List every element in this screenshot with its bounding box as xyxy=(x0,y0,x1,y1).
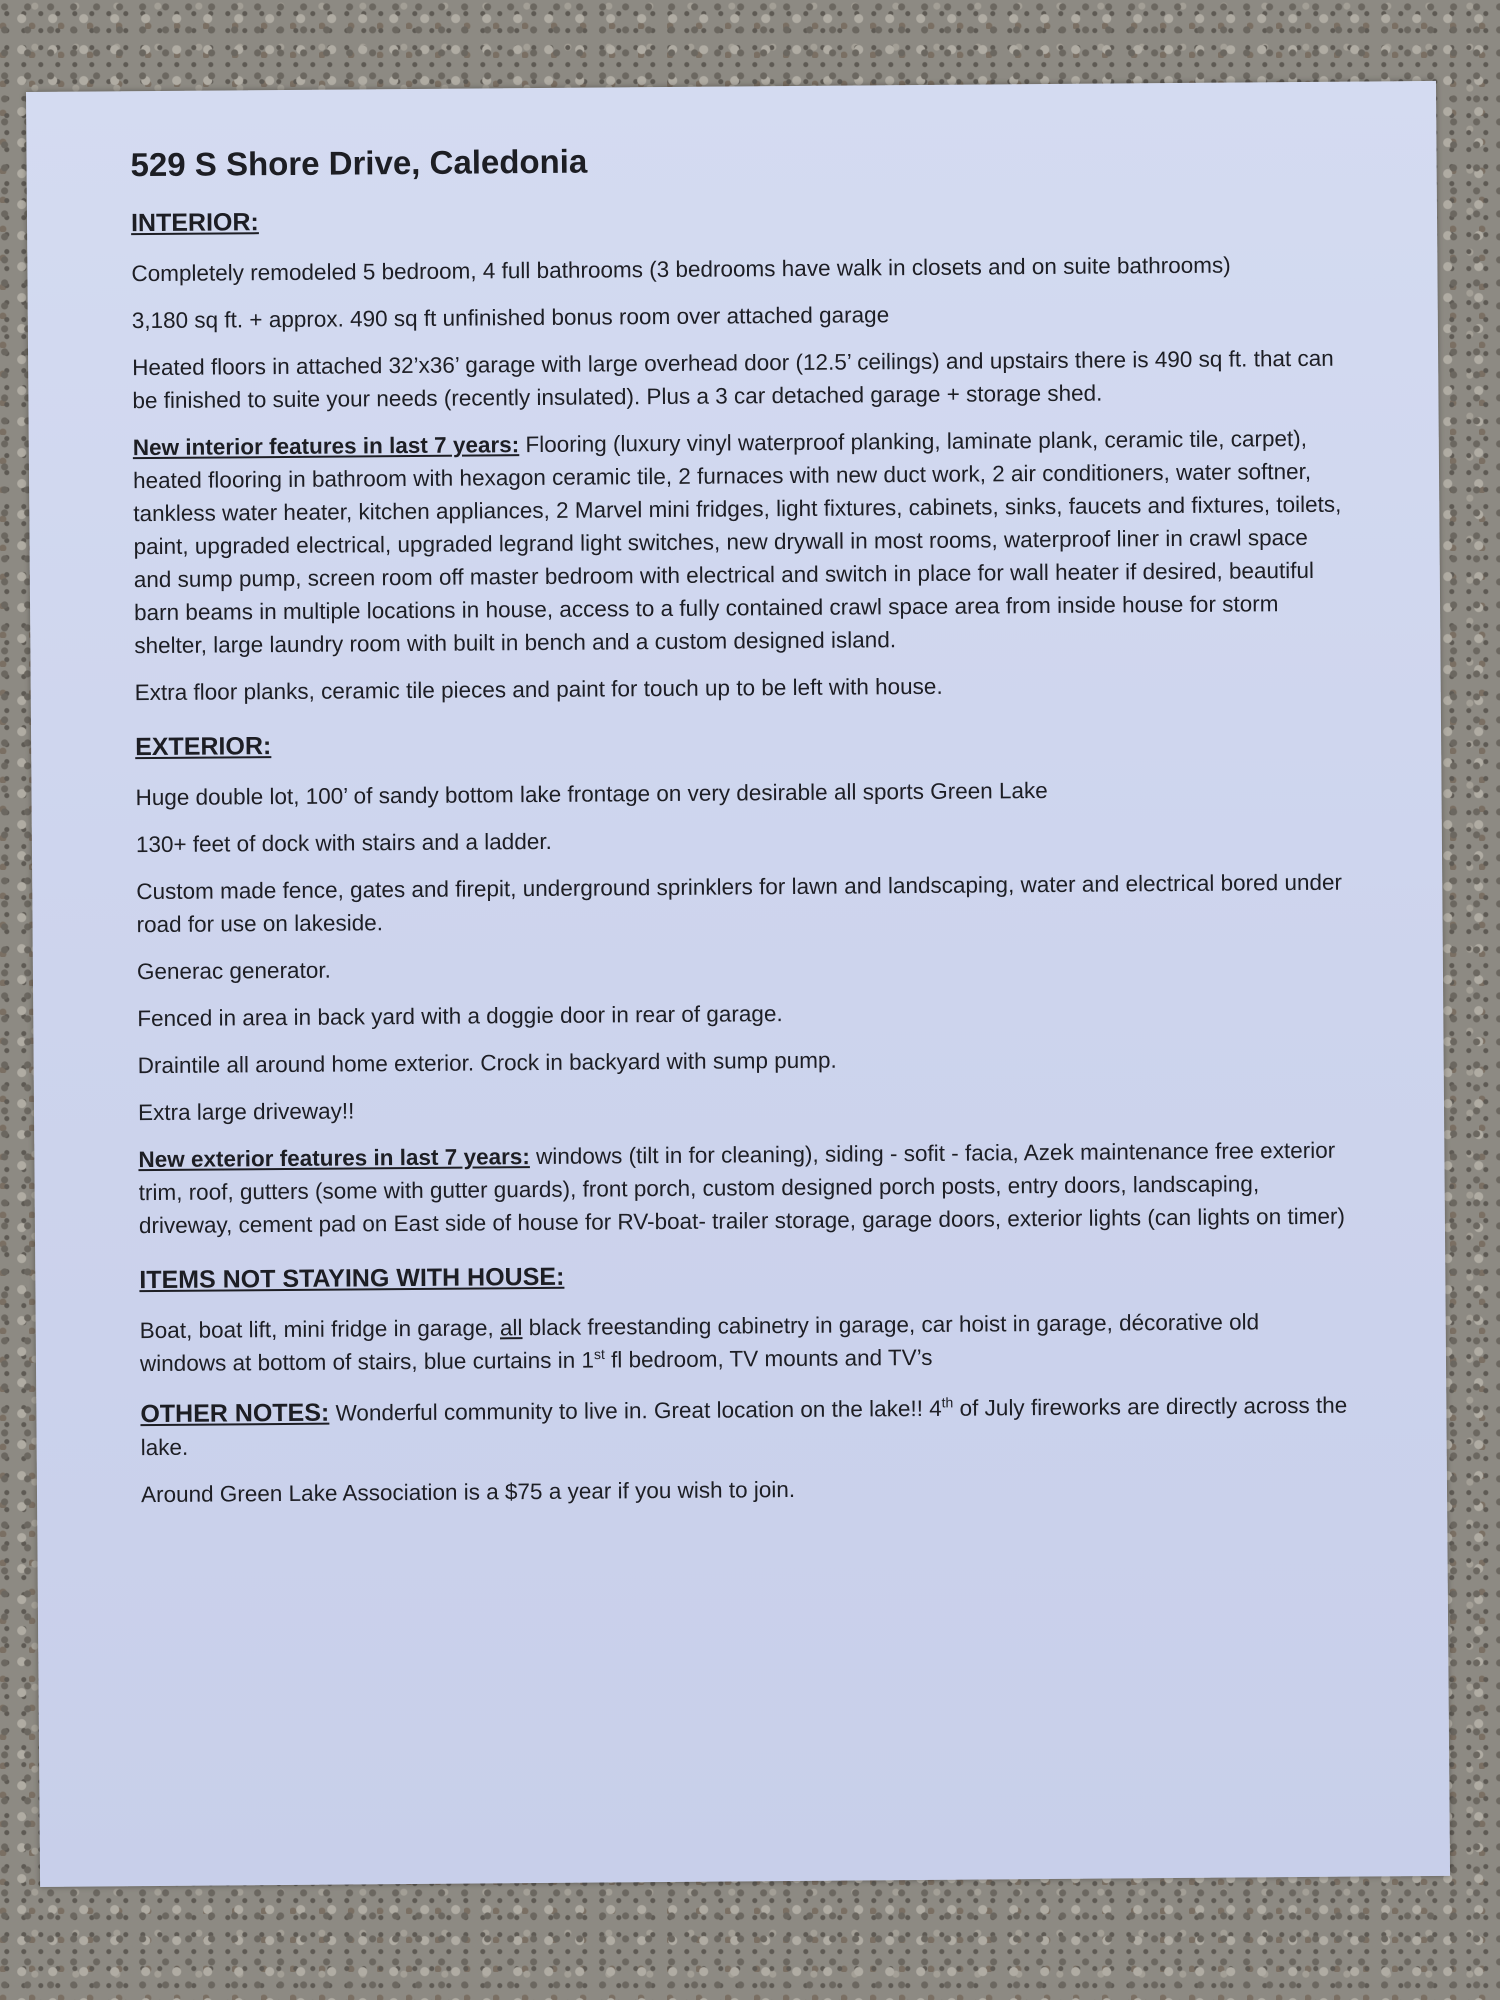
exterior-features-paragraph xyxy=(138,1134,1349,1243)
exterior-heading: EXTERIOR: xyxy=(135,732,272,762)
interior-paragraph-sqft: 3,180 sq ft. + approx. 490 sq ft unfinished bonus room over attached garage xyxy=(131,302,890,334)
page-title: 529 S Shore Drive, Caledonia xyxy=(130,142,588,184)
interior-paragraph-extras: Extra floor planks, ceramic tile pieces and paint for touch up to be left with house. xyxy=(134,673,943,706)
interior-features-text: Flooring (luxury vinyl waterproof planking, laminate plank, ceramic tile, carpet), heated flooring in bathroom with hexagon ceramic tile, 2 furnaces with new duct work, 2 air conditioners, water softner, tankless water heater, kitchen appliances, 2 Marvel mini fridges, light fixtures, cabinets, sinks, faucets and fixtures, toilets, paint, upgraded electrical, upgraded legrand light switches, new drywall in most rooms, waterproof liner in crawl space and sump pump, screen room off master bedroom with electrical and switch in place for wall heater if desired, beautiful barn beams in multiple locations in house, access to a fully contained crawl space area from inside house for storm shelter, large laundry room with built in bench and a custom designed island. xyxy=(132,425,1342,659)
items-not-staying-heading: ITEMS NOT STAYING WITH HOUSE: xyxy=(139,1262,565,1295)
exterior-paragraph-fence: Custom made fence, gates and firepit, underground sprinklers for lawn and landscaping, water and electrical bored under road for use on lakeside. xyxy=(136,869,1343,938)
items-text-c: fl bedroom, TV mounts and TV’s xyxy=(604,1344,933,1373)
exterior-paragraph-generator: Generac generator. xyxy=(136,957,331,985)
items-text-a: Boat, boat lift, mini fridge in garage, xyxy=(139,1315,501,1344)
exterior-paragraph-lot: Huge double lot, 100’ of sandy bottom lake frontage on very desirable all sports Green Lake xyxy=(135,777,1048,811)
exterior-features-text: windows (tilt in for cleaning), siding - sofit - facia, Azek maintenance free exterior trim, roof, gutters (some with gutter guards), front porch, custom designed porch posts, entry doors, landscaping, driveway, cement pad on East side of house for RV-boat- trailer storage, garage doors, exterior lights (can lights on timer) xyxy=(138,1137,1345,1239)
items-sup-st: st xyxy=(593,1345,605,1363)
other-notes-paragraph xyxy=(140,1389,1350,1465)
exterior-paragraph-yard: Fenced in area in back yard with a doggie door in rear of garage. xyxy=(137,1001,783,1032)
exterior-paragraph-dock: 130+ feet of dock with stairs and a ladder. xyxy=(135,828,552,858)
other-notes-association: Around Green Lake Association is a $75 a year if you wish to join. xyxy=(140,1477,796,1508)
interior-features-paragraph xyxy=(133,422,1345,662)
flyer-content xyxy=(130,136,1351,1525)
other-notes-text-b: of July fireworks are directly across the lake. xyxy=(140,1392,1348,1461)
exterior-features-label: New exterior features in last 7 years: xyxy=(138,1144,530,1173)
exterior-paragraph-draintile: Draintile all around home exterior. Crock in backyard with sump pump. xyxy=(137,1047,837,1079)
items-text-all: all xyxy=(499,1315,523,1341)
items-text-b: black freestanding cabinetry in garage, car hoist in garage, décorative old windows at bottom of stairs, blue curtains in 1 xyxy=(139,1309,1260,1377)
flyer-paper xyxy=(26,81,1450,1887)
other-notes-text-a: Wonderful community to live in. Great location on the lake!! 4 xyxy=(329,1395,942,1426)
other-notes-label: OTHER NOTES: xyxy=(140,1398,330,1429)
interior-paragraph-garage: Heated floors in attached 32’x36’ garage with large overhead door (12.5’ ceilings) and upstairs there is 490 sq ft. that can be finished to suite your needs (recently insulated). Plus a 3 car detached garage + storage shed. xyxy=(132,345,1334,414)
interior-paragraph-bedrooms: Completely remodeled 5 bedroom, 4 full bathrooms (3 bedrooms have walk in closets and on suite bathrooms) xyxy=(131,252,1231,287)
interior-heading: INTERIOR: xyxy=(130,208,259,238)
exterior-paragraph-driveway: Extra large driveway!! xyxy=(137,1098,355,1126)
other-notes-sup-th: th xyxy=(941,1394,954,1411)
interior-features-label: New interior features in last 7 years: xyxy=(132,432,520,461)
items-not-staying-paragraph xyxy=(140,1305,1350,1381)
